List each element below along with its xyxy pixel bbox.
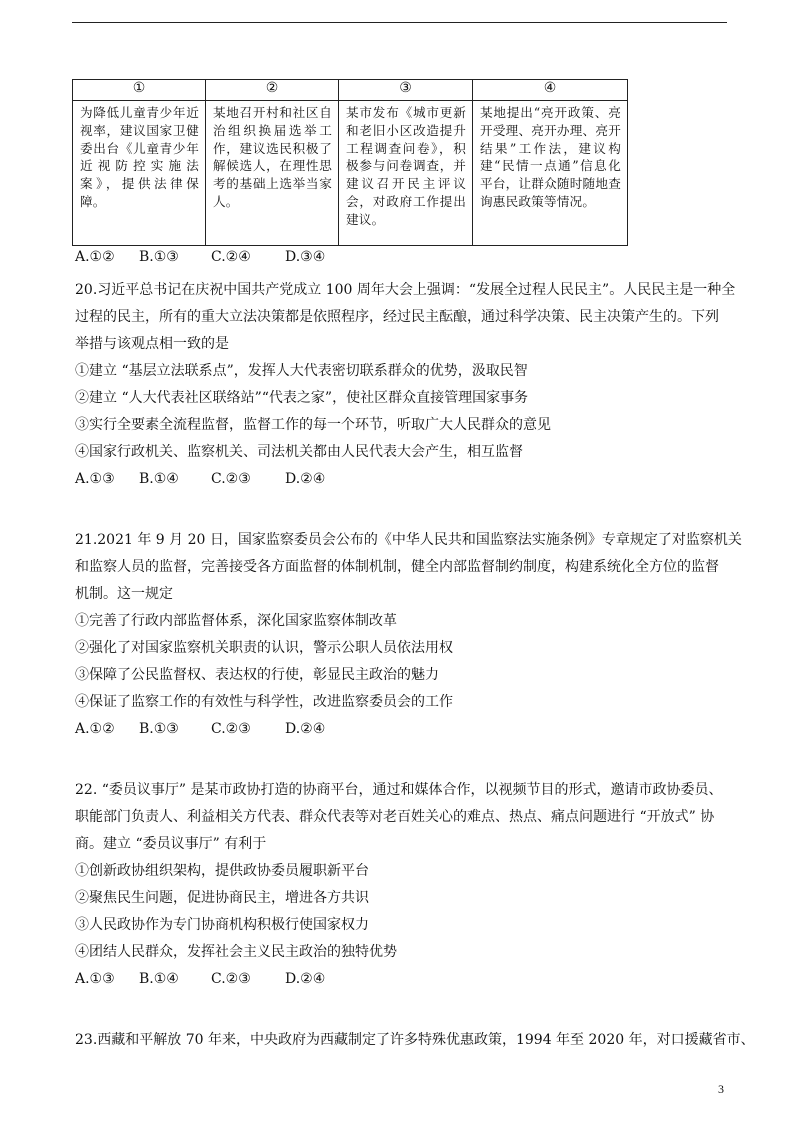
page-number: 3 [718, 1082, 724, 1096]
answer-options [75, 966, 725, 993]
option-b[interactable]: B.①④ [139, 471, 179, 487]
option-b[interactable]: B.①③ [139, 249, 179, 265]
table-row [73, 101, 628, 246]
answer-options [75, 716, 725, 743]
statement-item: ③实行全要素全流程监督，监督工作的每一个环节，听取广大人民群众的意见 [75, 417, 551, 433]
statement-item: ④保证了监察工作的有效性与科学性，改进监察委员会的工作 [75, 694, 453, 710]
question-21 [75, 527, 742, 743]
option-a[interactable]: A.①② [75, 249, 115, 265]
statement-item: ③保障了公民监督权、表达权的行使，彰显民主政治的魅力 [75, 667, 439, 683]
question-20 [75, 277, 736, 493]
option-b[interactable]: B.①④ [139, 971, 179, 987]
question-19-options [75, 244, 725, 271]
question-22 [75, 777, 725, 993]
statement-item: ①完善了行政内部监督体系，深化国家监察体制改革 [75, 613, 397, 629]
option-c[interactable]: C.②④ [211, 249, 251, 265]
statement-item: ②聚焦民生问题，促进协商民主，增进各方共识 [75, 890, 369, 906]
option-c[interactable]: C.②③ [211, 721, 251, 737]
statement-item: ①创新政协组织架构，提供政协委员履职新平台 [75, 863, 369, 879]
statement-item: ①建立 “基层立法联系点”，发挥人大代表密切联系群众的优势，汲取民智 [75, 363, 528, 379]
table-cell: 某地召开村和社区自治组织换届选举工作，建议选民积极了解候选人，在理性思考的基础上选举当家人。 [206, 101, 339, 246]
option-d[interactable]: D.③④ [285, 249, 326, 265]
question-stem-line: 举措与该观点相一致的是 [75, 336, 229, 352]
question-stem-line: 职能部门负责人、利益相关方代表、群众代表等对老百姓关心的难点、热点、痛点问题进行 “开放式” 协 [75, 809, 715, 825]
statement-item: ②强化了对国家监察机关职责的认识，警示公职人员依法用权 [75, 640, 453, 656]
question-stem-line: 23.西藏和平解放 70 年来，中央政府为西藏制定了许多特殊优惠政策，1994 年至 2020 年，对口援藏省市、 [75, 1032, 755, 1048]
scenario-table [72, 79, 628, 246]
option-d[interactable]: D.②④ [285, 471, 326, 487]
option-c[interactable]: C.②③ [211, 471, 251, 487]
table-cell: 为降低儿童青少年近视率，建议国家卫健委出台《儿童青少年近视防控实施法案》，提供法律保障。 [73, 101, 206, 246]
table-header-cell: ① [73, 80, 206, 101]
question-stem-line: 20.习近平总书记在庆祝中国共产党成立 100 周年大会上强调：“发展全过程人民民主”。人民民主是一种全 [75, 282, 736, 298]
question-stem-line: 机制。这一规定 [75, 586, 173, 602]
answer-options [75, 466, 725, 493]
question-stem-line: 22. “委员议事厅” 是某市政协打造的协商平台，通过和媒体合作，以视频节目的形式，邀请市政协委员、 [75, 782, 723, 798]
table-header-row [73, 80, 628, 101]
question-stem-line: 和监察人员的监督，完善接受各方面监督的体制机制，健全内部监督制约制度，构建系统化全方位的监督 [75, 559, 719, 575]
option-d[interactable]: D.②④ [285, 971, 326, 987]
option-b[interactable]: B.①③ [139, 721, 179, 737]
table-header-cell: ② [206, 80, 339, 101]
statement-item: ④团结人民群众，发挥社会主义民主政治的独特优势 [75, 944, 397, 960]
header-rule [72, 22, 727, 23]
question-stem-line: 商。建立 “委员议事厅” 有利于 [75, 836, 267, 852]
statement-item: ③人民政协作为专门协商机构积极行使国家权力 [75, 917, 369, 933]
option-a[interactable]: A.①③ [75, 471, 115, 487]
statement-item: ②建立 “人大代表社区联络站”“代表之家”，使社区群众直接管理国家事务 [75, 390, 529, 406]
option-a[interactable]: A.①② [75, 721, 115, 737]
question-23 [75, 1027, 755, 1054]
option-d[interactable]: D.②④ [285, 721, 326, 737]
scenario-table-wrapper [72, 79, 627, 246]
answer-options [75, 244, 725, 271]
option-c[interactable]: C.②③ [211, 971, 251, 987]
option-a[interactable]: A.①③ [75, 971, 115, 987]
question-stem-line: 21.2021 年 9 月 20 日，国家监察委员会公布的《中华人民共和国监察法实施条例》专章规定了对监察机关 [75, 532, 742, 548]
table-header-cell: ③ [339, 80, 473, 101]
question-stem-line: 过程的民主，所有的重大立法决策都是依照程序，经过民主酝酿，通过科学决策、民主决策产生的。下列 [75, 309, 719, 325]
table-header-cell: ④ [473, 80, 628, 101]
table-cell: 某地提出“亮开政策、亮开受理、亮开办理、亮开结果”工作法，建议构建“民情一点通”信息化平台，让群众随时随地查询惠民政策等情况。 [473, 101, 628, 246]
table-cell: 某市发布《城市更新和老旧小区改造提升工程调查问卷》，积极参与问卷调查，并建议召开民主评议会，对政府工作提出建议。 [339, 101, 473, 246]
statement-item: ④国家行政机关、监察机关、司法机关都由人民代表大会产生，相互监督 [75, 444, 523, 460]
